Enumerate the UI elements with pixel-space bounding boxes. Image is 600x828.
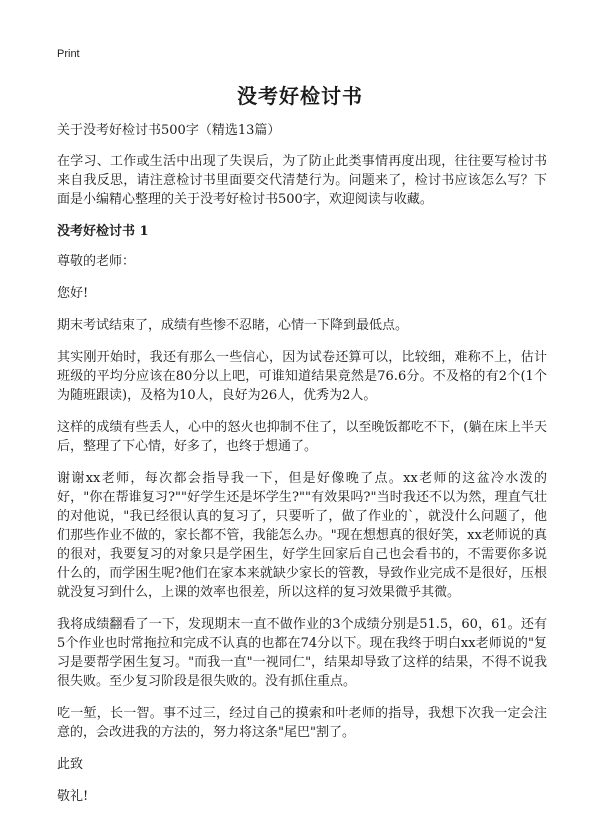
body-paragraph: 谢谢xx老师，每次都会指导我一下，但是好像晚了点。xx老师的这盆冷水泼的好，"你在帮谁复习?""好学生还是坏学生?""有效果吗?"当时我还不以为然，理直气壮的对他说，"我已经很认真的复习了，只要听了，做了作业的`，就没什么问题了，他们那些作业不做的，家长都不管，我能怎么办。"现在想想真的很好笑，xx老师说的真的很对，我要复习的对象只是学困生，好学生回家后自己也会看书的，不需要你多说什么的，而学困生呢?他们在家本来就缺少家长的管教，导致作业完成不是很好，压根就没复习到什么，上课的效率也很差，所以这样的复习效果微乎其微。 [57, 471, 547, 600]
body-paragraph: 这样的成绩有些丢人，心中的怒火也抑制不住了，以至晚饭都吃不下，(躺在床上半天后，整理了下心情，好多了，也终于想通了。 [57, 420, 547, 454]
greeting: 您好! [57, 286, 89, 301]
document-title: 没考好检讨书 [237, 84, 363, 108]
intro-paragraph: 在学习、工作或生活中出现了失误后，为了防止此类事情再度出现，往往要写检讨书来自我反思，请注意检讨书里面要交代清楚行为。问题来了，检讨书应该怎么写？下面是小编精心整理的关于没考好检讨书500字，欢迎阅读与收藏。 [57, 154, 547, 207]
closing-line: 此致 [57, 757, 84, 772]
document-body [57, 121, 547, 819]
salutation: 尊敬的老师： [57, 254, 136, 269]
print-label: Print [57, 48, 80, 60]
body-paragraph: 我将成绩翻看了一下，发现期末一直不做作业的3个成绩分别是51.5，60，61。还有5个作业也时常拖拉和完成不认真的也都在74分以下。现在我终于明白xx老师说的"复习是要帮学困生复习。"而我一直"一视同仁"，结果却导致了这样的结果，不得不说我很失败。至少复习阶段是很失败的。没有抓住重点。 [57, 617, 547, 689]
section-title: 没考好检讨书 1 [57, 224, 149, 239]
body-paragraph: 吃一堑，长一智。事不过三，经过自己的摸索和叶老师的指导，我想下次我一定会注意的，会改进我的方法的，努力将这条"尾巴"割了。 [57, 706, 547, 740]
document-subtitle: 关于没考好检讨书500字（精选13篇） [57, 123, 281, 138]
closing-regards: 敬礼! [57, 789, 89, 804]
body-paragraph: 其实刚开始时，我还有那么一些信心，因为试卷还算可以，比较细，难称不上，估计班级的平均分应该在80分以上吧，可谁知道结果竟然是76.6分。不及格的有2个(1个为随班跟读)，及格为10人，良好为26人，优秀为2人。 [57, 350, 547, 403]
body-paragraph: 期末考试结束了，成绩有些惨不忍睹，心情一下降到最低点。 [57, 318, 409, 333]
